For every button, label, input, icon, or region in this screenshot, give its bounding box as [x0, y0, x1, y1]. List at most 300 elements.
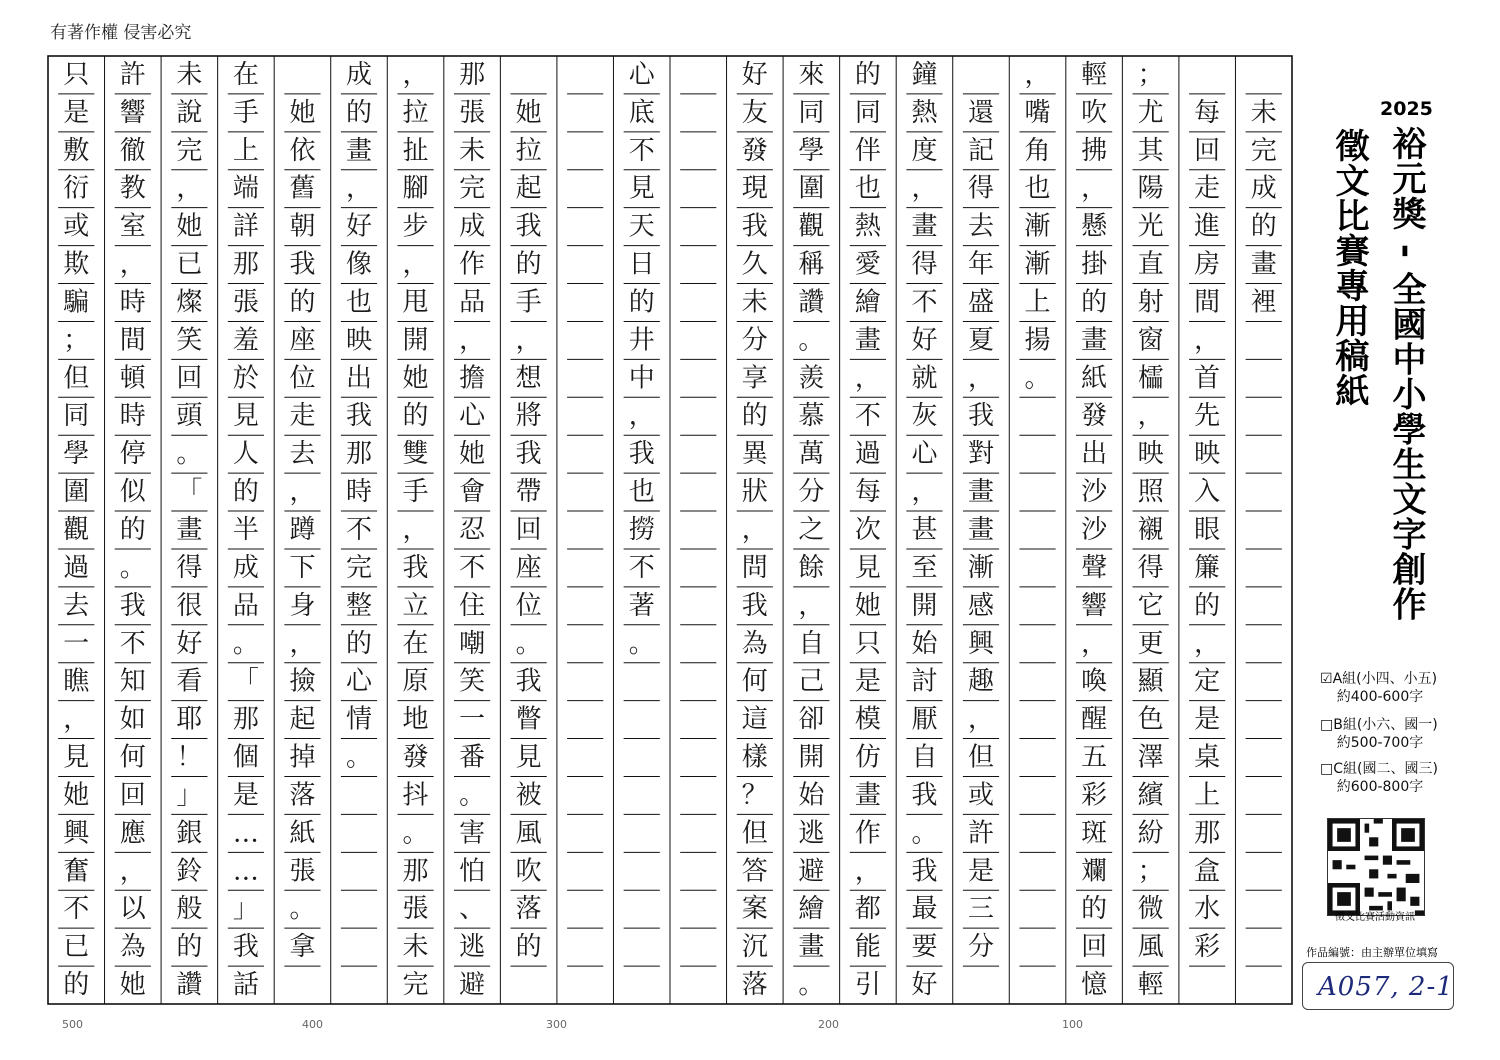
manuscript-char: 張 [402, 894, 429, 925]
manuscript-char: 那 [232, 249, 259, 280]
manuscript-char: 羞 [232, 325, 259, 356]
manuscript-char: 好 [911, 970, 938, 1001]
manuscript-char: 卻 [798, 704, 825, 735]
manuscript-char: 教 [119, 173, 146, 204]
manuscript-char: 的 [515, 249, 542, 280]
manuscript-char: 得 [1137, 552, 1164, 583]
manuscript-char: 沙 [1081, 477, 1108, 508]
manuscript-char: 自 [911, 742, 938, 773]
manuscript-char: 次 [854, 515, 881, 545]
manuscript-char: 出 [345, 363, 373, 394]
manuscript-char: 回 [176, 363, 203, 394]
manuscript-char: 得 [176, 552, 203, 583]
manuscript-char: 見 [854, 552, 881, 583]
manuscript-char: 番 [459, 742, 486, 773]
manuscript-char: 首 [1194, 363, 1221, 394]
manuscript-char: 作 [459, 249, 486, 280]
manuscript-char: 只 [854, 628, 881, 659]
manuscript-char: 是 [854, 666, 881, 697]
manuscript-char: 讚 [798, 287, 825, 318]
manuscript-char: 完 [176, 135, 203, 166]
group-a-option [1320, 670, 1440, 706]
manuscript-char: ， [119, 856, 146, 887]
manuscript-char: 引 [854, 970, 881, 1001]
manuscript-char: 畫 [854, 325, 881, 356]
manuscript-char: 簾 [1194, 552, 1221, 583]
manuscript-char: 完 [1250, 135, 1277, 166]
manuscript-char: 要 [911, 932, 938, 963]
manuscript-char: 帶 [515, 477, 542, 508]
manuscript-char: 那 [232, 704, 259, 735]
manuscript-char: 繽 [1137, 780, 1164, 811]
manuscript-column [62, 60, 91, 1000]
manuscript-char: 慕 [798, 401, 825, 432]
manuscript-char: 未 [459, 135, 486, 166]
manuscript-char: 記 [967, 135, 995, 166]
manuscript-char: 彩 [1194, 932, 1221, 963]
manuscript-char: 我 [515, 439, 542, 470]
manuscript-char: 熱 [854, 211, 881, 242]
manuscript-char: 拉 [515, 135, 542, 166]
manuscript-char: 避 [798, 856, 825, 887]
manuscript-char: 開 [798, 742, 825, 773]
manuscript-char: 像 [345, 249, 373, 280]
qr-code-icon [1327, 818, 1425, 916]
manuscript-column [176, 60, 203, 1000]
manuscript-char: ？ [741, 780, 768, 811]
manuscript-char: 走 [1194, 173, 1221, 204]
manuscript-char: 於 [232, 363, 259, 394]
manuscript-char: 畫 [345, 135, 373, 166]
manuscript-char: 張 [289, 856, 316, 887]
manuscript-char: 過 [854, 439, 881, 470]
manuscript-char: 讚 [176, 970, 203, 1001]
manuscript-char: 回 [1194, 135, 1221, 166]
manuscript-char: 顯 [1137, 666, 1164, 697]
manuscript-char: 自 [798, 628, 825, 659]
manuscript-char: 直 [1137, 249, 1164, 280]
manuscript-char: 以 [119, 894, 146, 925]
manuscript-char: 似 [119, 477, 146, 508]
manuscript-char: 她 [63, 780, 90, 811]
manuscript-char: 沙 [1081, 515, 1108, 545]
manuscript-char: ； [1137, 59, 1164, 90]
manuscript-char: 回 [1081, 932, 1108, 963]
scale-mark-300: 300 [546, 1018, 567, 1031]
manuscript-char: ， [1194, 325, 1221, 356]
manuscript-char: 走 [289, 401, 316, 432]
manuscript-char: 分 [967, 932, 995, 963]
manuscript-char: 怕 [459, 856, 486, 887]
manuscript-char: ， [854, 363, 881, 394]
manuscript-char: 逃 [798, 818, 825, 849]
manuscript-char: 現 [741, 173, 768, 204]
manuscript-char: 雙 [402, 439, 429, 470]
manuscript-char: 她 [515, 97, 542, 128]
manuscript-char: ， [1081, 173, 1108, 204]
manuscript-column [403, 60, 429, 1000]
manuscript-char: 品 [232, 590, 259, 621]
group-c-option [1320, 760, 1440, 796]
scale-mark-400: 400 [302, 1018, 323, 1031]
manuscript-char: 更 [1137, 628, 1164, 659]
manuscript-char: 來 [798, 59, 825, 90]
manuscript-char: 的 [345, 628, 373, 659]
manuscript-char: 她 [176, 211, 203, 242]
manuscript-char: 騙 [63, 287, 90, 318]
manuscript-char: 好 [741, 59, 768, 90]
manuscript-char: 未 [741, 287, 768, 318]
manuscript-char: 知 [119, 666, 146, 697]
manuscript-char: 尤 [1137, 97, 1164, 128]
manuscript-char: 照 [1137, 477, 1164, 508]
manuscript-char: 或 [63, 211, 90, 242]
manuscript-char: 愛 [854, 249, 881, 280]
manuscript-char: 盒 [1194, 856, 1221, 887]
manuscript-char: 我 [515, 666, 542, 697]
manuscript-char: 拂 [1081, 135, 1108, 166]
manuscript-char: 的 [628, 287, 655, 318]
manuscript-char: 但 [741, 818, 768, 849]
manuscript-char: 出 [1081, 439, 1108, 470]
manuscript-char: 只 [63, 59, 90, 90]
manuscript-char: 每 [854, 477, 881, 508]
manuscript-char: 座 [289, 325, 316, 356]
manuscript-char: 日 [628, 249, 655, 280]
scale-mark-100: 100 [1062, 1018, 1083, 1031]
group-c-checkbox: □ [1320, 761, 1334, 777]
manuscript-char: 感 [967, 590, 995, 621]
manuscript-char: 品 [459, 287, 486, 318]
manuscript-char: 去 [289, 439, 316, 470]
manuscript-char: 對 [967, 439, 995, 470]
work-id-value: A057, 2-1 [1318, 972, 1454, 1002]
manuscript-char: 抖 [402, 780, 429, 811]
manuscript-char: 張 [232, 287, 259, 318]
manuscript-char: ， [1081, 628, 1108, 659]
manuscript-char: 。 [1024, 363, 1051, 394]
manuscript-char: 櫺 [1137, 363, 1164, 394]
manuscript-char: 個 [232, 742, 259, 773]
manuscript-char: … [232, 818, 259, 849]
manuscript-char: ， [289, 628, 316, 659]
manuscript-char: 。 [459, 780, 486, 811]
manuscript-char: 興 [967, 628, 995, 659]
manuscript-char: 完 [402, 970, 429, 1001]
contest-year: 2025 [1380, 98, 1433, 120]
manuscript-char: 是 [63, 97, 90, 128]
manuscript-char: 蹲 [289, 515, 316, 545]
manuscript-char: 定 [1194, 666, 1221, 697]
manuscript-char: 何 [741, 666, 768, 697]
manuscript-char: 落 [515, 894, 542, 925]
manuscript-char: 步 [402, 211, 429, 242]
manuscript-char: 陽 [1137, 173, 1164, 204]
manuscript-char: 成 [1250, 173, 1277, 204]
manuscript-char: 下 [289, 552, 316, 583]
manuscript-char: 室 [119, 211, 146, 242]
manuscript-char: 那 [345, 439, 373, 470]
manuscript-char: 她 [459, 439, 486, 470]
manuscript-char: 已 [176, 249, 203, 280]
manuscript-char: 發 [1081, 401, 1108, 432]
manuscript-char: 狀 [741, 477, 768, 508]
manuscript-char: 見 [515, 742, 542, 773]
manuscript-char: 友 [741, 97, 768, 128]
manuscript-char: 異 [741, 439, 768, 470]
manuscript-char: 停 [119, 439, 146, 470]
manuscript-char: 上 [1024, 287, 1051, 318]
manuscript-char: 享 [741, 363, 768, 394]
manuscript-char: 紙 [289, 818, 316, 849]
manuscript-char: 裡 [1250, 287, 1277, 318]
manuscript-char: 風 [1137, 932, 1164, 963]
manuscript-char: 好 [345, 211, 373, 242]
manuscript-char: 甩 [402, 287, 429, 318]
manuscript-char: 心 [911, 439, 938, 470]
manuscript-char: ， [402, 59, 429, 90]
manuscript-char: 一 [63, 628, 90, 659]
manuscript-char: 立 [402, 590, 429, 621]
manuscript-column [233, 60, 259, 1000]
manuscript-char: 映 [345, 325, 373, 356]
manuscript-char: … [232, 856, 259, 887]
manuscript-char: 著 [628, 590, 655, 621]
manuscript-char: 映 [1194, 439, 1221, 470]
manuscript-char: 頓 [119, 363, 146, 394]
manuscript-char: 那 [402, 856, 429, 887]
manuscript-char: 都 [854, 894, 881, 925]
manuscript-char: 發 [741, 135, 768, 166]
manuscript-char: 般 [176, 894, 203, 925]
manuscript-char: 住 [459, 590, 486, 621]
manuscript-char: 整 [345, 590, 373, 621]
manuscript-column [1025, 60, 1051, 393]
manuscript-char: 畫 [967, 515, 995, 545]
manuscript-char: 燦 [176, 287, 203, 318]
manuscript-char: 為 [741, 628, 768, 659]
manuscript-char: 看 [176, 666, 203, 697]
manuscript-char: 眼 [1194, 515, 1221, 545]
manuscript-char: 張 [459, 97, 486, 128]
manuscript-char: 久 [741, 249, 768, 280]
manuscript-char: 我 [741, 590, 768, 621]
manuscript-char: 不 [63, 894, 90, 925]
manuscript-char: 我 [628, 439, 655, 470]
manuscript-column [968, 98, 996, 962]
manuscript-char: 身 [289, 590, 316, 621]
manuscript-char: 之 [798, 515, 825, 545]
manuscript-char: 揚 [1024, 325, 1051, 356]
manuscript-char: 許 [119, 59, 146, 90]
manuscript-char: 學 [798, 135, 825, 166]
manuscript-char: 始 [911, 628, 938, 659]
manuscript-char: 畫 [911, 211, 938, 242]
manuscript-char: 三 [967, 894, 995, 925]
manuscript-char: 觀 [798, 211, 825, 242]
manuscript-char: 一 [459, 704, 486, 735]
manuscript-column [516, 98, 543, 962]
manuscript-char: 開 [402, 325, 429, 356]
manuscript-char: 漸 [1024, 211, 1051, 242]
manuscript-char: 。 [798, 970, 825, 1001]
manuscript-char: 水 [1194, 894, 1221, 925]
manuscript-char: 見 [63, 742, 90, 773]
manuscript-char: 灰 [911, 401, 938, 432]
manuscript-char: 落 [289, 780, 316, 811]
manuscript-char: 。 [119, 552, 146, 583]
group-b-checkbox: □ [1320, 717, 1334, 733]
manuscript-char: 我 [967, 401, 995, 432]
manuscript-char: 熱 [911, 97, 938, 128]
manuscript-char: 的 [515, 932, 542, 963]
group-c-count: 約600-800字 [1336, 779, 1424, 795]
manuscript-char: 漸 [967, 552, 995, 583]
manuscript-char: ， [402, 515, 429, 545]
manuscript-char: 觀 [63, 515, 90, 545]
manuscript-char: 成 [459, 211, 486, 242]
manuscript-char: 微 [1137, 894, 1164, 925]
manuscript-char: 吹 [1081, 97, 1108, 128]
manuscript-char: 學 [63, 439, 90, 470]
group-a-count: 約400-600字 [1336, 689, 1424, 705]
manuscript-char: 間 [1194, 287, 1221, 318]
manuscript-char: 已 [63, 932, 90, 963]
manuscript-char: 其 [1137, 135, 1164, 166]
work-id-label: 作品編號：由主辦單位填寫 [1306, 946, 1438, 959]
manuscript-char: 。 [345, 742, 373, 773]
manuscript-char: 成 [345, 59, 373, 90]
manuscript-char: ； [63, 325, 90, 356]
manuscript-char: 也 [345, 287, 373, 318]
manuscript-char: 她 [402, 363, 429, 394]
manuscript-char: 許 [967, 818, 995, 849]
manuscript-char: 這 [741, 704, 768, 735]
manuscript-char: ， [289, 477, 316, 508]
manuscript-char: 光 [1137, 211, 1164, 242]
manuscript-char: 手 [232, 97, 259, 128]
manuscript-column [855, 60, 882, 1000]
manuscript-char: 的 [63, 970, 90, 1001]
manuscript-char: 笑 [459, 666, 486, 697]
manuscript-char: 耶 [176, 704, 203, 735]
manuscript-char: 成 [232, 552, 259, 583]
manuscript-char: 同 [798, 97, 825, 128]
paper-subtitle: 徵文比賽專用稿紙 [1329, 128, 1369, 408]
manuscript-char: 撿 [289, 666, 316, 697]
manuscript-char: 進 [1194, 211, 1221, 242]
manuscript-char: 落 [741, 970, 768, 1001]
manuscript-char: 畫 [854, 780, 881, 811]
manuscript-char: 響 [119, 97, 146, 128]
manuscript-char: 但 [967, 742, 995, 773]
manuscript-char: 位 [289, 363, 316, 394]
manuscript-char: 我 [232, 932, 259, 963]
manuscript-char: 案 [741, 894, 768, 925]
manuscript-char: 輕 [1137, 970, 1164, 1001]
scale-mark-500: 500 [62, 1018, 83, 1031]
manuscript-char: 是 [967, 856, 995, 887]
manuscript-char: 桌 [1194, 742, 1221, 773]
manuscript-char: 手 [402, 477, 429, 508]
manuscript-char: 入 [1194, 477, 1221, 508]
manuscript-char: 樣 [741, 742, 768, 773]
manuscript-char: 嘴 [1024, 97, 1051, 128]
manuscript-char: 的 [1081, 287, 1108, 318]
manuscript-char: 拿 [289, 932, 316, 963]
manuscript-char: 未 [402, 932, 429, 963]
manuscript-char: 「 [176, 477, 203, 508]
manuscript-char: 開 [911, 590, 938, 621]
manuscript-char: 那 [459, 59, 486, 90]
manuscript-char: ， [1194, 628, 1221, 659]
manuscript-char: 懸 [1081, 211, 1108, 242]
group-a-checkbox: ☑ [1320, 671, 1333, 687]
manuscript-char: 心 [345, 666, 373, 697]
manuscript-column [798, 60, 825, 1000]
manuscript-char: 澤 [1137, 742, 1164, 773]
manuscript-char: 得 [911, 249, 938, 280]
manuscript-char: 同 [854, 97, 881, 128]
manuscript-char: 輕 [1081, 59, 1108, 90]
manuscript-char: 也 [628, 477, 655, 508]
manuscript-char: 間 [119, 325, 146, 356]
manuscript-column [1194, 98, 1220, 962]
manuscript-char: 分 [798, 477, 825, 508]
manuscript-char: 鐘 [911, 59, 938, 90]
manuscript-char: 還 [967, 97, 995, 128]
manuscript-char: 。 [628, 628, 655, 659]
manuscript-char: ， [176, 173, 203, 204]
manuscript-char: ， [459, 325, 486, 356]
manuscript-char: 。 [911, 818, 938, 849]
manuscript-char: 問 [741, 552, 768, 583]
manuscript-char: 畫 [1081, 325, 1108, 356]
manuscript-char: ， [854, 856, 881, 887]
manuscript-char: 話 [232, 970, 259, 1001]
manuscript-char: 在 [402, 628, 429, 659]
manuscript-char: 逃 [459, 932, 486, 963]
manuscript-char: ， [402, 249, 429, 280]
manuscript-column [289, 98, 315, 962]
manuscript-char: ， [911, 477, 938, 508]
manuscript-char: 不 [854, 401, 881, 432]
manuscript-char: 半 [232, 515, 259, 545]
manuscript-column [459, 60, 486, 1000]
manuscript-char: 醒 [1081, 704, 1108, 735]
manuscript-char: 先 [1194, 401, 1221, 432]
manuscript-char: ， [63, 704, 90, 735]
manuscript-char: 的 [741, 401, 768, 432]
manuscript-column [911, 60, 938, 1000]
manuscript-char: 腳 [402, 173, 429, 204]
manuscript-char: 始 [798, 780, 825, 811]
manuscript-char: 避 [459, 970, 486, 1001]
manuscript-char: 欺 [63, 249, 90, 280]
manuscript-char: 她 [289, 97, 316, 128]
manuscript-char: ， [967, 704, 995, 735]
manuscript-char: 被 [515, 780, 542, 811]
manuscript-char: 我 [911, 780, 938, 811]
manuscript-char: 想 [515, 363, 542, 394]
manuscript-char: 去 [63, 590, 90, 621]
manuscript-char: 的 [176, 932, 203, 963]
manuscript-char: 未 [1250, 97, 1277, 128]
copyright-notice: 有著作權 侵害必究 [50, 23, 192, 43]
manuscript-char: 時 [119, 287, 146, 318]
scale-mark-200: 200 [818, 1018, 839, 1031]
manuscript-char: 將 [515, 401, 542, 432]
